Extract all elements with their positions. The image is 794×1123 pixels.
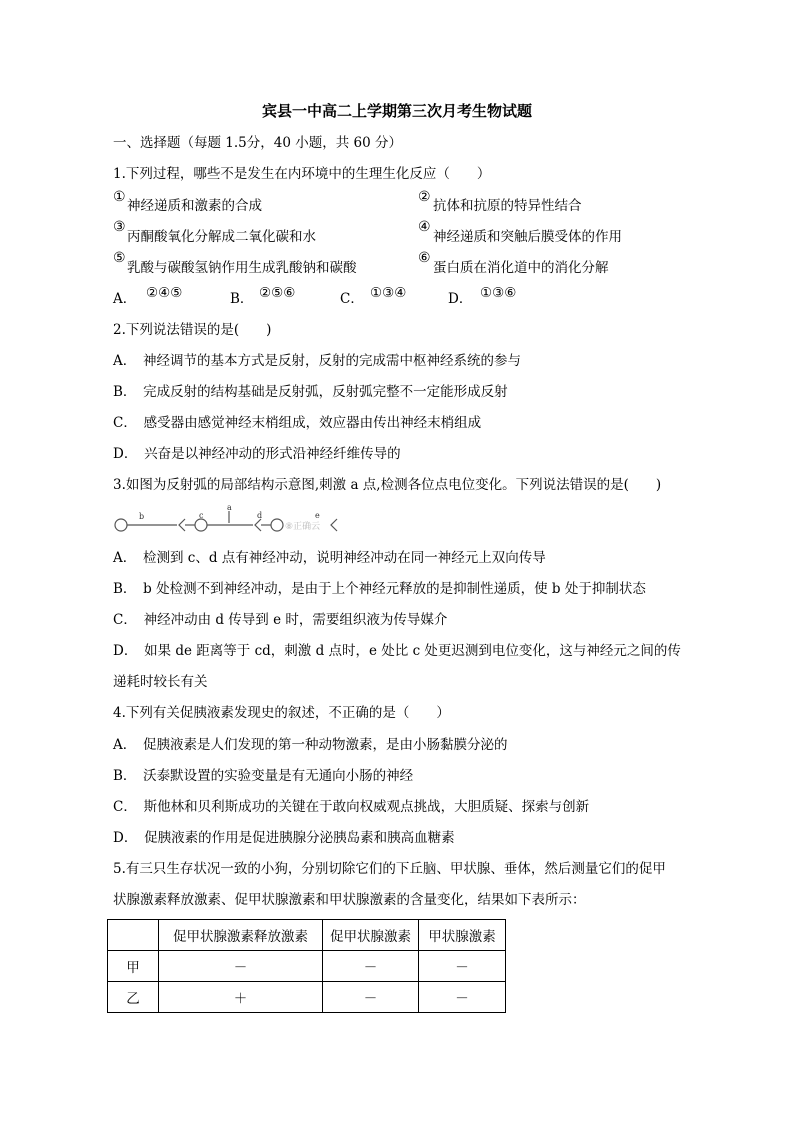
table-header-row xyxy=(108,920,506,951)
q2-option-c: C． 感受器由感觉神经末梢组成，效应器由传出神经末梢组成 xyxy=(113,415,482,431)
label-d: d xyxy=(257,511,263,520)
label-b: b xyxy=(139,512,145,521)
table-cell: ＋ xyxy=(159,982,323,1013)
q1-item-4-text: 神经递质和突触后膜受体的作用 xyxy=(433,229,622,245)
table-cell: － xyxy=(159,951,323,982)
table-cell: － xyxy=(419,982,506,1013)
q1-option-d-value: ①③⑥ xyxy=(480,285,517,301)
table-header-cell: 促甲状腺激素释放激素 xyxy=(159,920,323,951)
question-2-stem: 2.下列说法错误的是( ) xyxy=(113,322,272,338)
table-row xyxy=(108,951,506,982)
q3-option-c: C． 神经冲动由 d 传导到 e 时，需要组织液为传导媒介 xyxy=(113,612,448,628)
table-header-cell: 促甲状腺激素 xyxy=(323,920,419,951)
table-cell: 乙 xyxy=(108,982,159,1013)
reflex-arc-diagram xyxy=(113,505,353,541)
q1-item-2-number: ② xyxy=(418,189,431,205)
label-e: e xyxy=(315,511,320,520)
q1-item-4-number: ④ xyxy=(418,219,431,235)
page-title: 宾县一中高二上学期第三次月考生物试题 xyxy=(261,102,532,120)
q2-option-b: B． 完成反射的结构基础是反射弧，反射弧完整不一定能形成反射 xyxy=(113,384,508,400)
q4-option-a: A． 促胰液素是人们发现的第一种动物激素，是由小肠黏膜分泌的 xyxy=(113,737,508,753)
q3-option-d: D． 如果 de 距离等于 cd，刺激 d 点时，e 处比 c 处更迟测到电位变化，这与神经元之间的传 xyxy=(113,643,681,659)
q1-option-b-value: ②⑤⑥ xyxy=(259,285,296,301)
table-row xyxy=(108,982,506,1013)
table-header-cell xyxy=(108,920,159,951)
label-a: a xyxy=(227,505,232,512)
section-heading: 一、选择题（每题 1.5分，40 小题，共 60 分） xyxy=(113,135,402,151)
q1-item-5-number: ⑤ xyxy=(113,250,126,266)
q1-item-2-text: 抗体和抗原的特异性结合 xyxy=(433,198,582,214)
q2-option-a: A． 神经调节的基本方式是反射，反射的完成需中枢神经系统的参与 xyxy=(113,353,521,369)
q1-option-c-label: C． xyxy=(340,291,364,307)
q1-item-1-number: ① xyxy=(113,189,126,205)
q4-option-d: D． 促胰液素的作用是促进胰腺分泌胰岛素和胰高血糖素 xyxy=(113,830,455,846)
question-1-stem: 1.下列过程，哪些不是发生在内环境中的生理生化反应（ ） xyxy=(113,166,491,182)
q1-item-3-text: 丙酮酸氧化分解成二氧化碳和水 xyxy=(127,229,316,245)
hormone-table xyxy=(107,919,506,1013)
q4-option-b: B． 沃泰默设置的实验变量是有无通向小肠的神经 xyxy=(113,768,414,784)
q3-option-a: A． 检测到 c、d 点有神经冲动，说明神经冲动在同一神经元上双向传导 xyxy=(113,550,546,566)
q1-option-c-value: ①③④ xyxy=(370,285,407,301)
question-3-stem: 3.如图为反射弧的局部结构示意图,刺激 a 点,检测各位点电位变化。下列说法错误的是( ) xyxy=(113,477,662,493)
table-cell: － xyxy=(419,951,506,982)
q1-item-6-text: 蛋白质在消化道中的消化分解 xyxy=(433,260,609,276)
label-c: c xyxy=(199,511,204,520)
question-4-stem: 4.下列有关促胰液素发现史的叙述，不正确的是（ ） xyxy=(113,705,450,721)
q2-option-d: D． 兴奋是以神经冲动的形式沿神经纤维传导的 xyxy=(113,446,401,462)
q1-option-a-value: ②④⑤ xyxy=(146,285,183,301)
question-5-stem-line2: 状腺激素释放激素、促甲状腺激素和甲状腺激素的含量变化，结果如下表所示： xyxy=(113,892,586,908)
q1-option-b-label: B． xyxy=(230,291,254,307)
q1-item-6-number: ⑥ xyxy=(418,250,431,266)
table-header-cell: 甲状腺激素 xyxy=(419,920,506,951)
q1-item-3-number: ③ xyxy=(113,219,126,235)
q1-option-d-label: D． xyxy=(448,291,473,307)
table-cell: － xyxy=(323,951,419,982)
q1-option-a-label: A． xyxy=(113,291,137,307)
q3-option-d-continued: 递耗时较长有关 xyxy=(113,674,208,690)
q3-option-b: B． b 处检测不到神经冲动，是由于上个神经元释放的是抑制性递质，使 b 处于抑制状态 xyxy=(113,581,646,597)
q1-item-5-text: 乳酸与碳酸氢钠作用生成乳酸钠和碳酸 xyxy=(127,260,357,276)
table-cell: 甲 xyxy=(108,951,159,982)
table-cell: － xyxy=(323,982,419,1013)
watermark-text: ⑧正确云 xyxy=(285,522,321,532)
question-5-stem-line1: 5.有三只生存状况一致的小狗，分别切除它们的下丘脑、甲状腺、垂体，然后测量它们的促甲 xyxy=(113,861,666,877)
q1-item-1-text: 神经递质和激素的合成 xyxy=(127,198,262,214)
q4-option-c: C． 斯他林和贝利斯成功的关键在于敢向权威观点挑战，大胆质疑、探索与创新 xyxy=(113,799,590,815)
